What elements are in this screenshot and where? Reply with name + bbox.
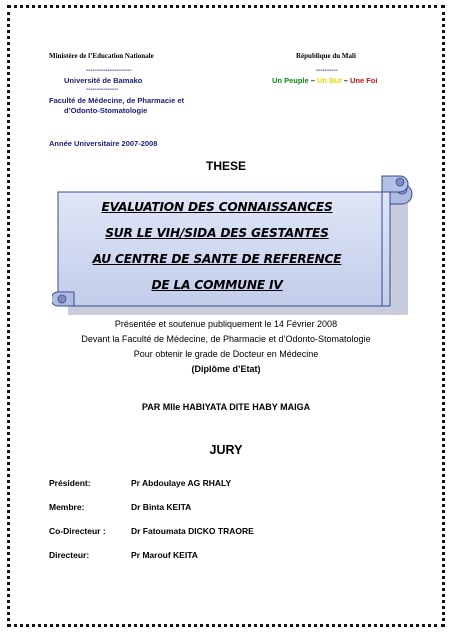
academic-year: Année Universitaire 2007-2008 [49,139,158,148]
title-line-1: EVALUATION DES CONNAISSANCES [101,200,333,214]
separator-dashes-faculty: --------------- [86,86,119,93]
title-line-3: AU CENTRE DE SANTE DE REFERENCE [92,252,342,266]
title-line-4: DE LA COMMUNE IV [151,278,283,292]
separator-dashes-left: --------------------- [86,67,132,74]
motto-separator-1: – [308,76,318,85]
faculty-line-1: Faculté de Médecine, de Pharmacie et [49,96,185,105]
jury-role-president: Président: [49,478,91,488]
presentation-line-4: (Diplôme d’Etat) [191,364,261,374]
jury-name-president: Pr Abdoulaye AG RHALY [131,478,232,488]
jury-heading: JURY [209,443,243,457]
republic-text: République du Mali [296,52,356,60]
thesis-label: THESE [205,159,246,173]
presentation-line-2: Devant la Faculté de Médecine, de Pharmacie et d’Odonto-Stomatologie [81,334,371,344]
national-motto [272,76,377,85]
university-text: Université de Bamako [64,76,143,85]
title-scroll-banner [52,170,417,315]
motto-separator-2: – [341,76,350,85]
ministry-text: Ministère de l’Education Nationale [49,52,154,60]
faculty-line-2: d’Odonto-Stomatologie [64,106,148,115]
motto-part-1: Un Peuple [272,76,309,85]
separator-dashes-right: ---------- [316,67,338,74]
author-line: PAR Mlle HABIYATA DITE HABY MAIGA [141,402,311,412]
presentation-line-3: Pour obtenir le grade de Docteur en Médecine [133,349,319,359]
jury-name-co-director: Dr Fatoumata DICKO TRAORE [131,526,254,536]
jury-role-member: Membre: [49,502,85,512]
presentation-line-1: Présentée et soutenue publiquement le 14 Février 2008 [114,319,338,329]
title-line-2: SUR LE VIH/SIDA DES GESTANTES [105,226,329,240]
jury-name-director: Pr Marouf KEITA [131,550,198,560]
motto-part-2: Un But [317,76,342,85]
jury-role-co-director: Co-Directeur : [49,526,106,536]
jury-role-director: Directeur: [49,550,90,560]
scroll-shape [52,170,417,315]
jury-name-member: Dr Binta KEITA [131,502,192,512]
motto-part-3: Une Foi [349,76,378,85]
